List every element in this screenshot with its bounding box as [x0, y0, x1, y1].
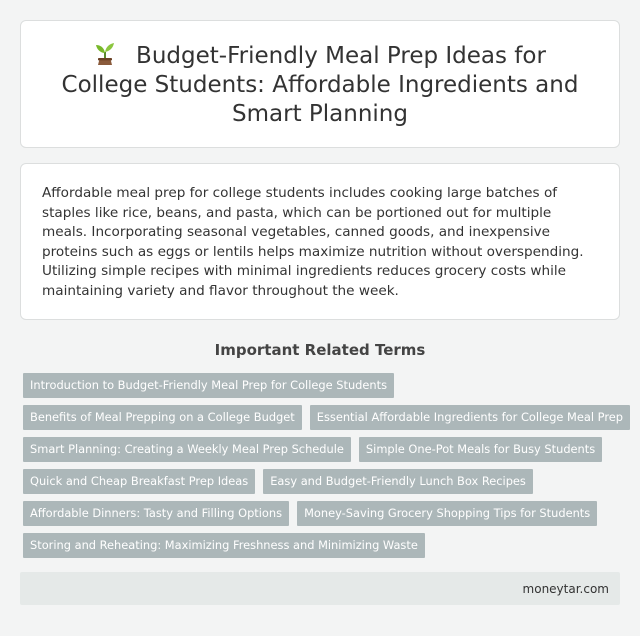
related-terms-row [23, 373, 623, 405]
summary-text: Affordable meal prep for college students includes cooking large batches of staples like rice, beans, and pasta, which can be portioned out for multiple meals. Incorporating seasonal vegetables, canned goods, and inexpensive proteins such as eggs or lentils helps maximize nutrition without overspending. Utilizing simple recipes with minimal ingredients reduces grocery costs while maintaining variety and flavor throughout the week. [42, 185, 584, 299]
related-term-tag[interactable]: Money-Saving Grocery Shopping Tips for Students [297, 501, 597, 526]
related-terms-row [23, 501, 623, 533]
page-title-text: Budget-Friendly Meal Prep Ideas for College Students: Affordable Ingredients and Smart Planning [61, 42, 579, 127]
related-term-tag[interactable]: Essential Affordable Ingredients for College Meal Prep [310, 405, 630, 430]
title-card [20, 20, 620, 148]
related-term-tag[interactable]: Benefits of Meal Prepping on a College Budget [23, 405, 302, 430]
related-term-tag[interactable]: Easy and Budget-Friendly Lunch Box Recipes [263, 469, 533, 494]
seedling-icon [94, 40, 116, 66]
related-term-tag[interactable]: Quick and Cheap Breakfast Prep Ideas [23, 469, 255, 494]
related-terms-heading: Important Related Terms [214, 341, 426, 359]
footer [20, 572, 620, 605]
site-link[interactable]: moneytar.com [522, 581, 609, 596]
related-term-tag[interactable]: Affordable Dinners: Tasty and Filling Options [23, 501, 289, 526]
related-terms-row [23, 405, 623, 437]
related-terms-list [23, 373, 623, 565]
summary-card [20, 163, 620, 320]
related-terms-row [23, 533, 623, 565]
page-title [51, 40, 589, 129]
related-terms-row [23, 437, 623, 469]
related-term-tag[interactable]: Smart Planning: Creating a Weekly Meal Prep Schedule [23, 437, 351, 462]
related-terms-row [23, 469, 623, 501]
related-term-tag[interactable]: Simple One-Pot Meals for Busy Students [359, 437, 602, 462]
related-term-tag[interactable]: Storing and Reheating: Maximizing Freshness and Minimizing Waste [23, 533, 425, 558]
related-term-tag[interactable]: Introduction to Budget-Friendly Meal Prep for College Students [23, 373, 394, 398]
